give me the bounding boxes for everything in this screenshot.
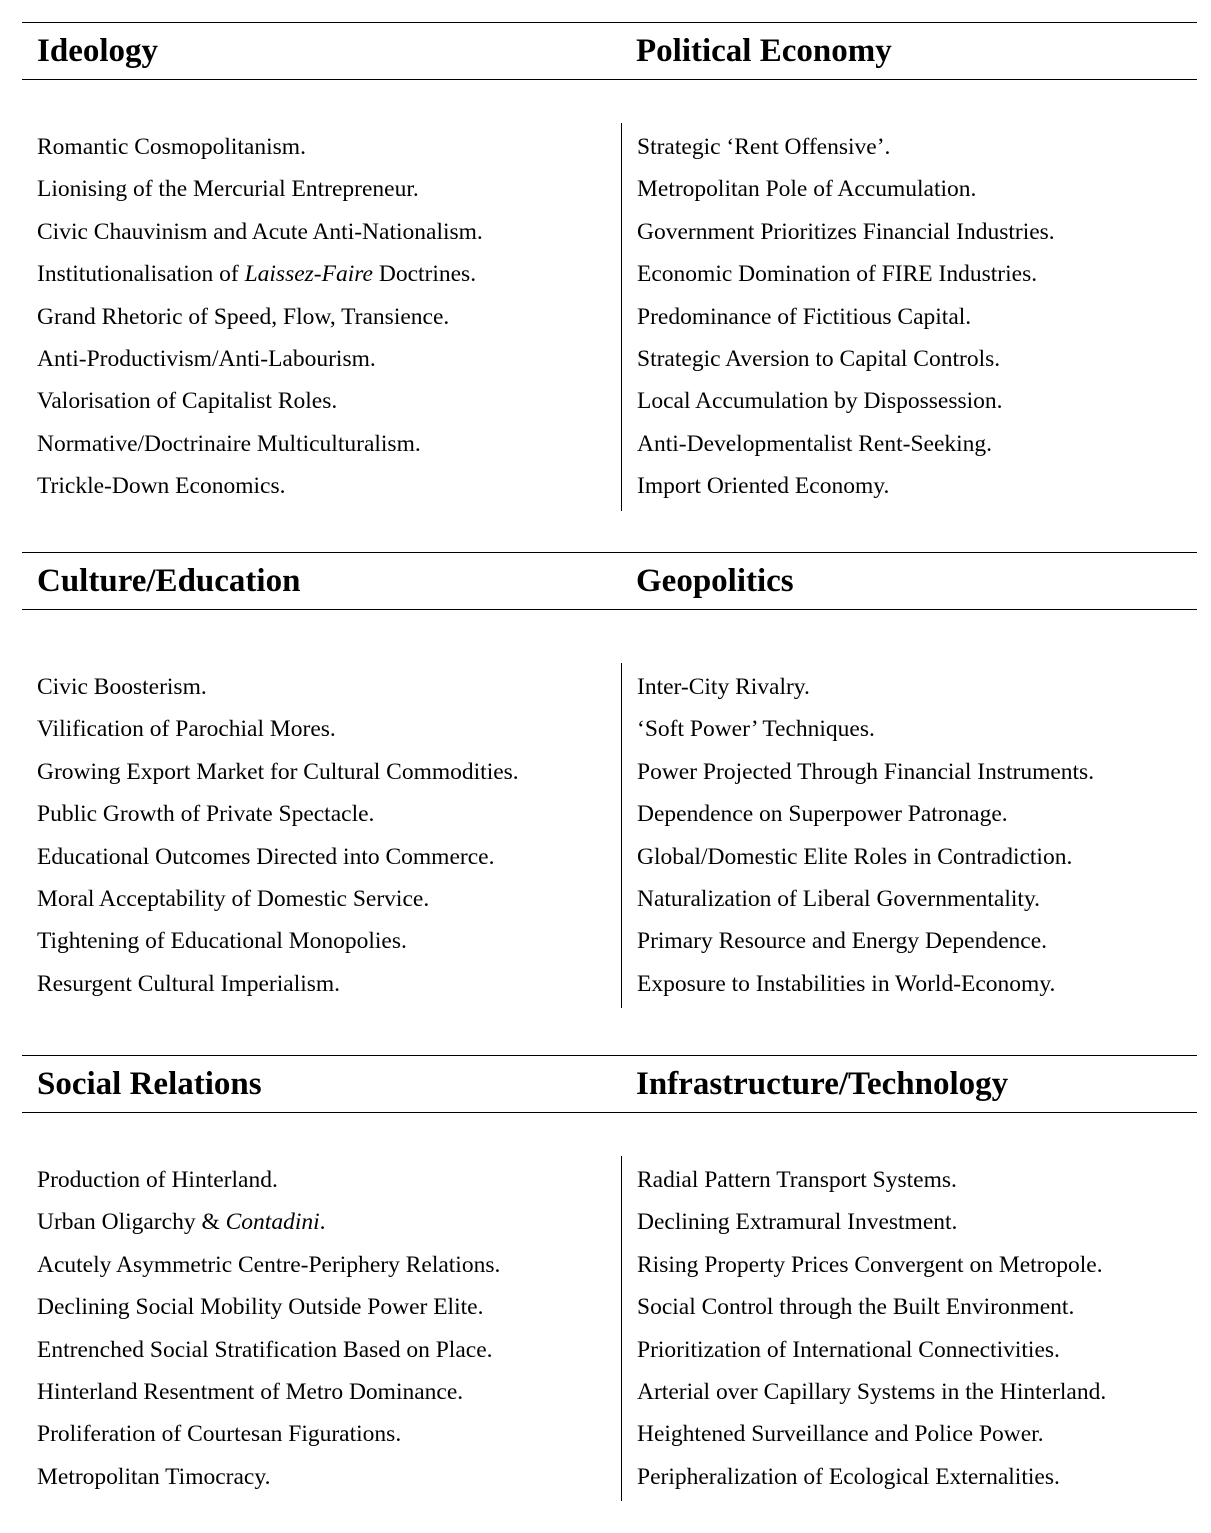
list-item-text: Public Growth of Private Spectacle. <box>37 801 375 828</box>
list-item <box>637 253 1055 295</box>
list-item-text: Doctrines. <box>372 261 477 288</box>
list-item <box>37 1371 500 1413</box>
list-item <box>37 666 519 708</box>
culture-education-list <box>37 666 519 1005</box>
section-header-row <box>22 1055 1197 1113</box>
list-item <box>37 920 519 962</box>
heading-geopolitics: Geopolitics <box>636 563 794 599</box>
list-item <box>37 168 483 210</box>
list-item-text: Trickle-Down Economics. <box>37 473 286 500</box>
list-item-text: Valorisation of Capitalist Roles. <box>37 388 338 415</box>
list-item <box>637 423 1055 465</box>
list-item <box>37 253 483 295</box>
list-item <box>37 1159 500 1201</box>
list-item-text: Moral Acceptability of Domestic Service. <box>37 886 430 913</box>
list-item <box>637 296 1055 338</box>
list-item-text: Strategic Aversion to Capital Controls. <box>637 346 1001 373</box>
heading-social-relations: Social Relations <box>37 1066 262 1102</box>
list-item-text: Import Oriented Economy. <box>637 473 890 500</box>
list-item <box>37 878 519 920</box>
list-item-text: Metropolitan Timocracy. <box>37 1463 271 1490</box>
list-item <box>637 1456 1106 1498</box>
list-item-text: Radial Pattern Transport Systems. <box>637 1167 957 1193</box>
list-item-text: Production of Hinterland. <box>37 1167 278 1193</box>
geopolitics-list <box>621 663 1094 1008</box>
list-item <box>37 465 483 507</box>
list-item-text: Prioritization of International Connectivities. <box>637 1336 1060 1363</box>
list-item-text: Predominance of Fictitious Capital. <box>637 303 972 330</box>
list-item-text: Government Prioritizes Financial Industries. <box>637 218 1055 245</box>
list-item <box>37 1413 500 1455</box>
list-item-text: Primary Resource and Energy Dependence. <box>637 928 1048 955</box>
list-item <box>37 423 483 465</box>
list-item <box>37 211 483 253</box>
list-item-text: Global/Domestic Elite Roles in Contradiction. <box>637 843 1073 870</box>
heading-culture-education: Culture/Education <box>37 563 301 599</box>
list-item-text: Urban Oligarchy & <box>37 1209 226 1236</box>
list-item-text: Resurgent Cultural Imperialism. <box>37 970 341 997</box>
heading-political-economy: Political Economy <box>636 33 892 69</box>
list-item-text: Local Accumulation by Dispossession. <box>637 388 1003 415</box>
list-item-text: Rising Property Prices Convergent on Metropole. <box>637 1251 1103 1278</box>
list-item-text: Social Control through the Built Environment. <box>637 1294 1075 1321</box>
list-item <box>637 380 1055 422</box>
section-culture-geopolitics <box>22 552 1197 997</box>
list-item-text: Proliferation of Courtesan Figurations. <box>37 1421 402 1448</box>
list-item <box>637 1201 1106 1243</box>
list-item <box>637 793 1094 835</box>
list-item-text: Tightening of Educational Monopolies. <box>37 928 407 955</box>
list-item-text: Inter-City Rivalry. <box>637 674 810 700</box>
list-item-text: Civic Chauvinism and Acute Anti-Nationalism. <box>37 218 483 245</box>
ideology-list <box>37 126 483 508</box>
list-item-text: Institutionalisation of <box>37 261 245 288</box>
heading-ideology: Ideology <box>37 33 159 69</box>
list-item-text: Heightened Surveillance and Police Power. <box>637 1421 1044 1448</box>
list-item-text: Power Projected Through Financial Instruments. <box>637 758 1095 785</box>
list-item <box>637 920 1094 962</box>
list-item <box>637 126 1055 168</box>
list-item <box>637 1159 1106 1201</box>
list-item <box>37 1244 500 1286</box>
list-item <box>37 836 519 878</box>
section-social-infrastructure <box>22 1055 1197 1490</box>
heading-infrastructure-technology: Infrastructure/Technology <box>636 1066 1009 1102</box>
list-item-text: Exposure to Instabilities in World-Economy. <box>637 970 1056 997</box>
list-item <box>637 168 1055 210</box>
list-item <box>637 963 1094 1005</box>
list-item <box>637 836 1094 878</box>
italic-term: Contadini <box>225 1209 320 1236</box>
list-item <box>37 708 519 750</box>
list-item-text: Romantic Cosmopolitanism. <box>37 134 306 160</box>
list-item-text: Naturalization of Liberal Governmentality. <box>637 886 1041 913</box>
section-header-row <box>22 22 1197 80</box>
list-item-text: . <box>319 1209 326 1236</box>
list-item-text: Arterial over Capillary Systems in the Hinterland. <box>637 1379 1107 1406</box>
list-item <box>637 465 1055 507</box>
italic-term: Laissez-Faire <box>244 261 373 288</box>
list-item <box>37 126 483 168</box>
list-item <box>37 751 519 793</box>
social-relations-list <box>37 1159 500 1498</box>
list-item-text: Peripheralization of Ecological Externalities. <box>637 1463 1060 1490</box>
list-item <box>37 963 519 1005</box>
list-item-text: Acutely Asymmetric Centre-Periphery Relations. <box>37 1251 501 1278</box>
list-item <box>637 1244 1106 1286</box>
list-item-text: Educational Outcomes Directed into Commerce. <box>37 843 495 870</box>
list-item-text: Strategic ‘Rent Offensive’. <box>637 134 891 160</box>
list-item <box>637 878 1094 920</box>
list-item-text: ‘Soft Power’ Techniques. <box>637 716 875 743</box>
list-item <box>37 1456 500 1498</box>
list-item-text: Hinterland Resentment of Metro Dominance. <box>37 1379 464 1406</box>
list-item <box>37 380 483 422</box>
list-item <box>637 338 1055 380</box>
list-item <box>37 296 483 338</box>
list-item-text: Anti-Productivism/Anti-Labourism. <box>37 346 376 373</box>
list-item-text: Grand Rhetoric of Speed, Flow, Transience. <box>37 303 450 330</box>
list-item-text: Entrenched Social Stratification Based on Place. <box>37 1336 493 1363</box>
list-item <box>637 708 1094 750</box>
list-item-text: Metropolitan Pole of Accumulation. <box>637 176 977 203</box>
section-ideology-political-economy <box>22 22 1197 500</box>
list-item-text: Dependence on Superpower Patronage. <box>637 801 1008 828</box>
list-item <box>37 1201 500 1243</box>
list-item-text: Vilification of Parochial Mores. <box>37 716 336 743</box>
list-item <box>637 751 1094 793</box>
list-item-text: Lionising of the Mercurial Entrepreneur. <box>37 176 419 203</box>
list-item-text: Civic Boosterism. <box>37 674 207 700</box>
political-economy-list <box>621 123 1055 511</box>
section-header-row <box>22 552 1197 610</box>
list-item <box>637 1286 1106 1328</box>
list-item-text: Anti-Developmentalist Rent-Seeking. <box>637 430 993 457</box>
list-item <box>37 1329 500 1371</box>
infrastructure-technology-list <box>621 1156 1106 1501</box>
list-item <box>637 1413 1106 1455</box>
list-item <box>637 666 1094 708</box>
list-item <box>37 338 483 380</box>
list-item-text: Declining Social Mobility Outside Power Elite. <box>37 1294 484 1321</box>
list-item <box>637 1329 1106 1371</box>
list-item-text: Economic Domination of FIRE Industries. <box>637 261 1038 288</box>
list-item <box>37 793 519 835</box>
list-item <box>637 211 1055 253</box>
list-item <box>637 1371 1106 1413</box>
list-item-text: Normative/Doctrinaire Multiculturalism. <box>37 430 421 457</box>
list-item-text: Growing Export Market for Cultural Commodities. <box>37 758 519 785</box>
list-item-text: Declining Extramural Investment. <box>637 1209 958 1236</box>
list-item <box>37 1286 500 1328</box>
